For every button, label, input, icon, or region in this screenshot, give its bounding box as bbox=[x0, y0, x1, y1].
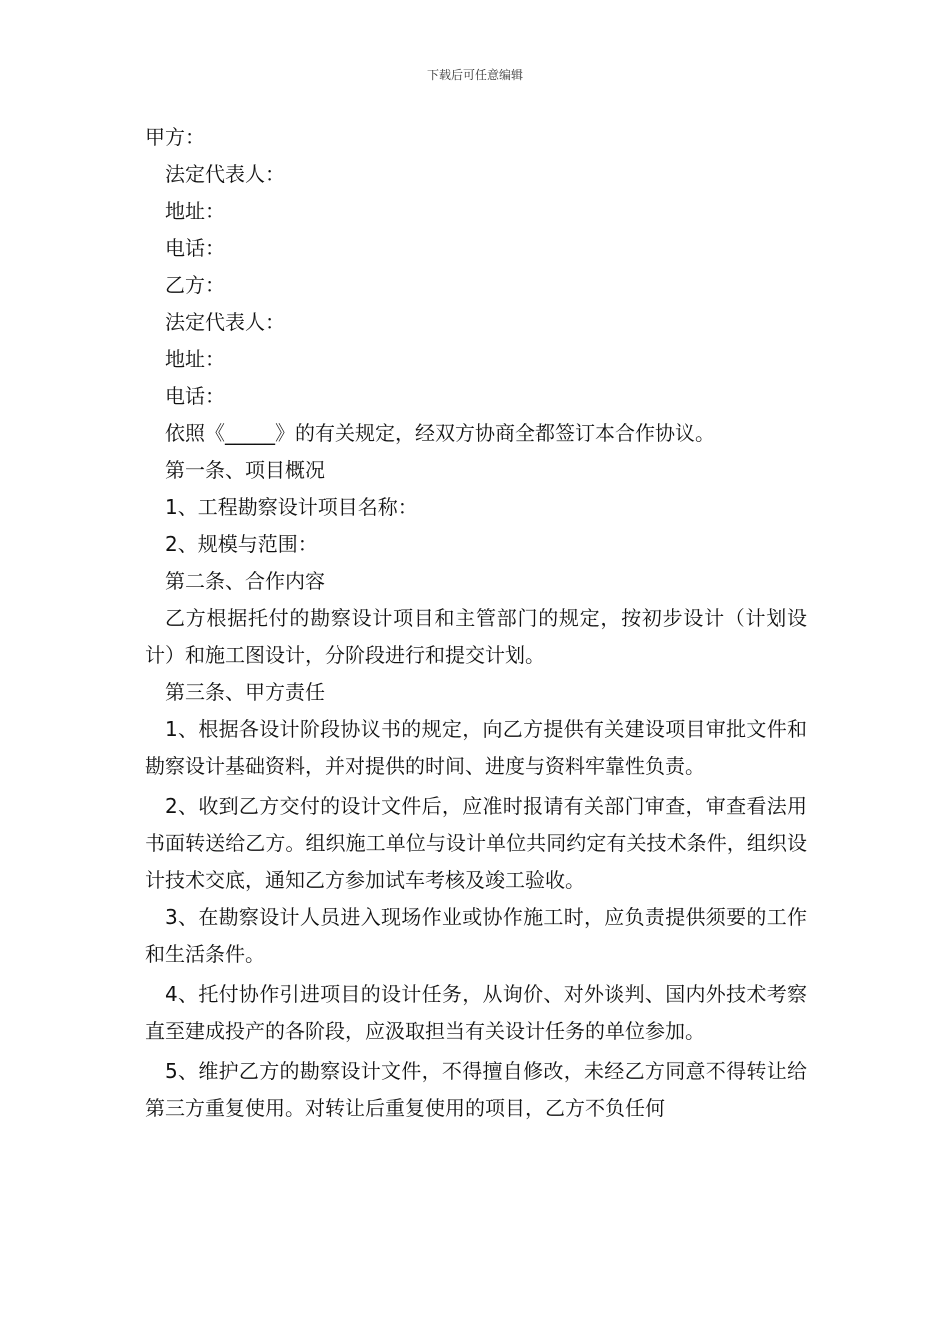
article3-item4: 4、托付协作引进项目的设计任务，从询价、对外谈判、国内外技术考察直至建成投产的各阶段，应汲取担当有关设计任务的单位参加。 bbox=[145, 982, 807, 1043]
page-header-note: 下载后可任意编辑 bbox=[426, 68, 523, 82]
article1-heading: 第一条、项目概况 bbox=[165, 458, 325, 482]
article3-item2: 2、收到乙方交付的设计文件后，应准时报请有关部门审查，审查看法用书面转送给乙方。组织施工单位与设计单位共同约定有关技术条件，组织设计技术交底，通知乙方参加试车考核及竣工验收。 bbox=[145, 794, 807, 892]
article3-item1: 1、根据各设计阶段协议书的规定，向乙方提供有关建设项目审批文件和勘察设计基础资料，并对提供的时间、进度与资料牢靠性负责。 bbox=[145, 717, 807, 778]
party-b-label: 乙方： bbox=[165, 273, 225, 297]
party-a-phone: 电话： bbox=[165, 236, 225, 260]
article3-item5: 5、维护乙方的勘察设计文件，不得擅自修改，未经乙方同意不得转让给第三方重复使用。对转让后重复使用的项目，乙方不负任何 bbox=[145, 1059, 807, 1120]
article2-heading: 第二条、合作内容 bbox=[165, 569, 325, 593]
article2-text: 乙方根据托付的勘察设计项目和主管部门的规定，按初步设计（计划设计）和施工图设计，分阶段进行和提交计划。 bbox=[145, 606, 807, 667]
article3-heading: 第三条、甲方责任 bbox=[165, 680, 325, 704]
party-b-phone: 电话： bbox=[165, 384, 225, 408]
party-b-representative: 法定代表人： bbox=[165, 310, 285, 334]
preamble: 依照《_____》的有关规定，经双方协商全都签订本合作协议。 bbox=[165, 421, 715, 445]
party-a-address: 地址： bbox=[165, 199, 225, 223]
article1-item1: 1、工程勘察设计项目名称： bbox=[165, 495, 418, 519]
article1-item2: 2、规模与范围： bbox=[165, 532, 318, 556]
party-a-representative: 法定代表人： bbox=[165, 162, 285, 186]
document-body bbox=[145, 119, 807, 1127]
party-b-address: 地址： bbox=[165, 347, 225, 371]
article3-item3: 3、在勘察设计人员进入现场作业或协作施工时，应负责提供须要的工作和生活条件。 bbox=[145, 905, 807, 966]
party-a-label: 甲方： bbox=[145, 125, 205, 149]
